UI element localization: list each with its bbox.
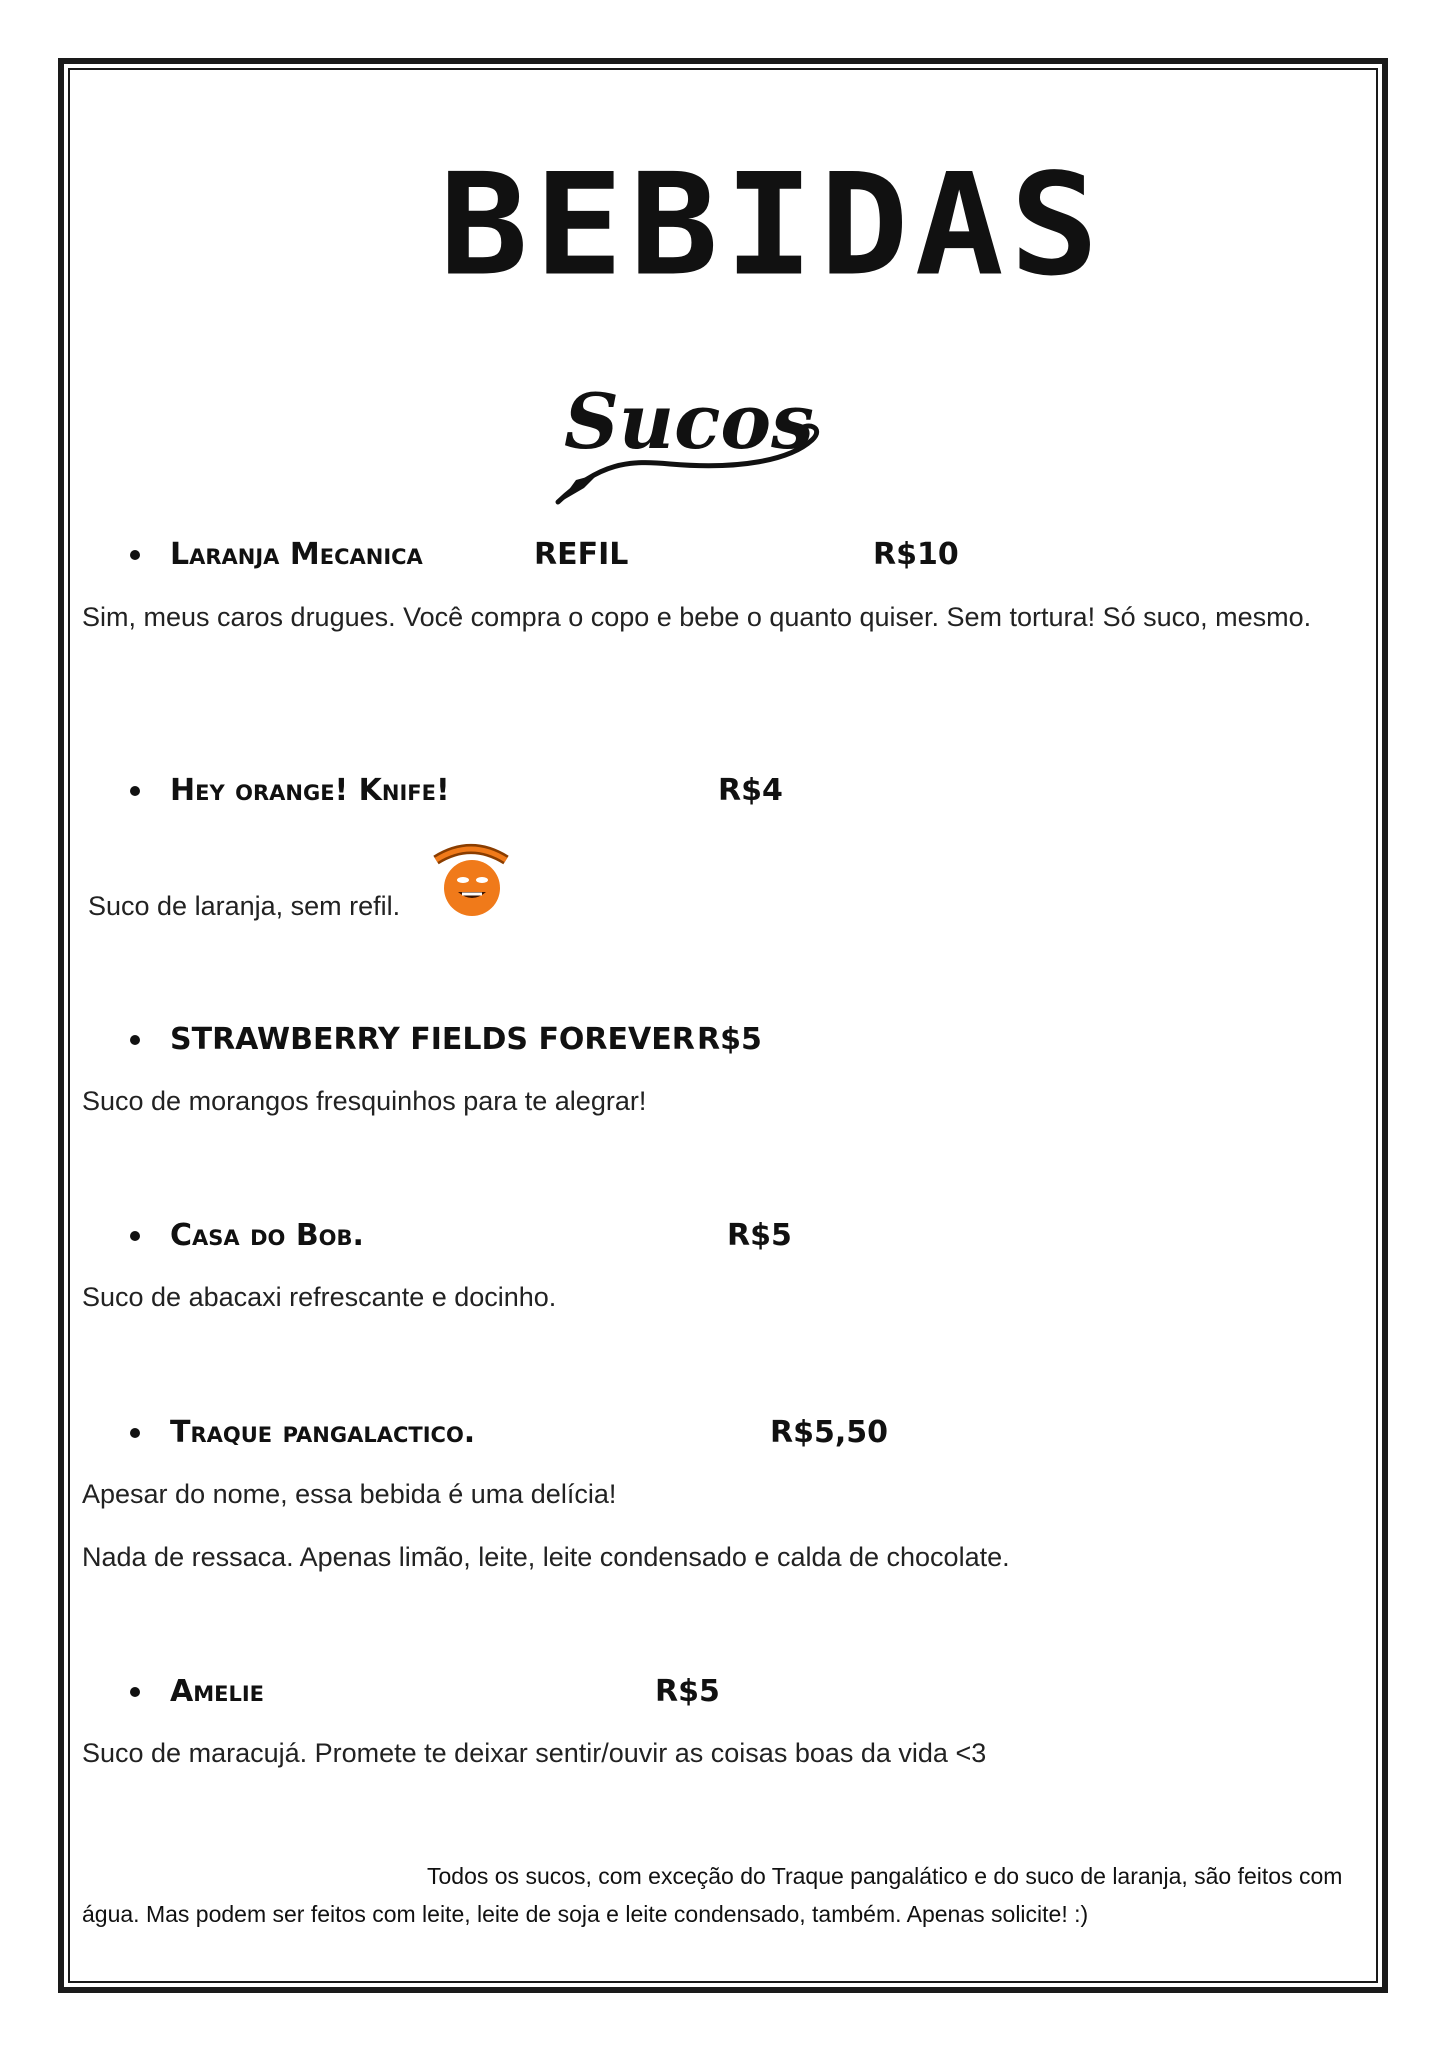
- bullet-icon: [130, 1687, 140, 1697]
- item-price: R$4: [718, 773, 783, 808]
- item-refil-label: REFIL: [534, 537, 629, 572]
- item-name: Casa do Bob.: [170, 1218, 364, 1253]
- item-description: Suco de abacaxi refrescante e docinho.: [82, 1282, 557, 1312]
- bullet-icon: [130, 1428, 140, 1438]
- item-description: Suco de maracujá. Promete te deixar sentir/ouvir as coisas boas da vida <3: [82, 1738, 987, 1768]
- section-title-text: Sucos: [564, 377, 814, 466]
- footnote: Todos os sucos, com exceção do Traque pangalático e do suco de laranja, são feitos com água. Mas podem ser feitos com leite, leite de soja e leite condensado, também. Apenas solicite! :): [82, 1863, 1343, 1927]
- item-name: Laranja Mecanica: [170, 537, 423, 572]
- page-title: BEBIDAS: [439, 143, 1105, 307]
- item-price: R$5: [727, 1218, 792, 1253]
- section-title-sucos: [540, 362, 840, 512]
- bullet-icon: [130, 550, 140, 560]
- annoying-orange-icon: [428, 838, 514, 918]
- item-price: R$5,50: [770, 1415, 888, 1450]
- item-description: Apesar do nome, essa bebida é uma delícia!: [82, 1479, 617, 1509]
- item-name: Traque pangalactico.: [170, 1415, 476, 1450]
- item-name: Hey orange! Knife!: [170, 773, 450, 808]
- item-description: Sim, meus caros drugues. Você compra o copo e bebe o quanto quiser. Sem tortura! Só suco, mesmo.: [82, 602, 1312, 632]
- item-description: Nada de ressaca. Apenas limão, leite, leite condensado e calda de chocolate.: [82, 1542, 1010, 1572]
- bullet-icon: [130, 1035, 140, 1045]
- item-name: Amelie: [170, 1674, 265, 1709]
- bullet-icon: [130, 1231, 140, 1241]
- bullet-icon: [130, 786, 140, 796]
- item-description: Suco de laranja, sem refil.: [88, 891, 401, 921]
- item-price: R$10: [873, 537, 959, 572]
- item-name: STRAWBERRY FIELDS FOREVER: [170, 1022, 695, 1057]
- item-description: Suco de morangos fresquinhos para te alegrar!: [82, 1086, 647, 1116]
- item-price: R$5: [655, 1674, 720, 1709]
- item-price: R$5: [697, 1022, 762, 1057]
